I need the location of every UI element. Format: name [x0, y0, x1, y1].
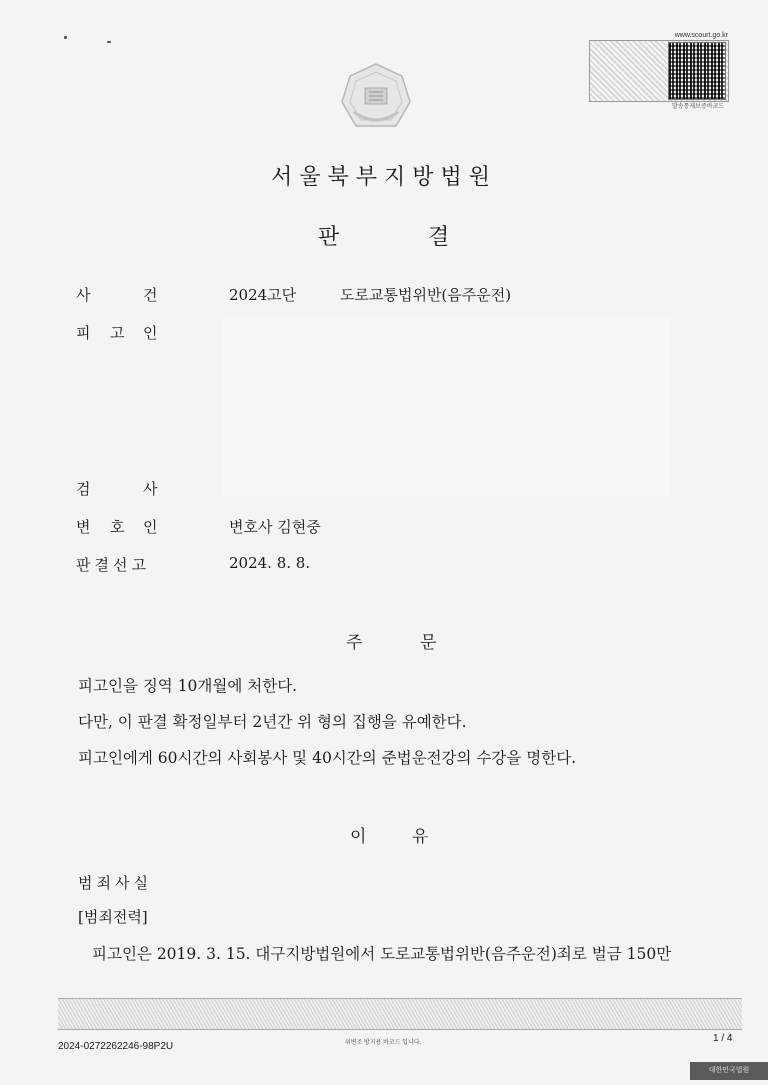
court-stamp: 대한민국법원 — [690, 1062, 768, 1080]
crime-facts-heading: 범죄사실 — [78, 874, 152, 892]
scan-speck — [64, 36, 67, 39]
prosecutor-label-1: 검 — [76, 480, 93, 498]
counsel-label-1: 변 — [76, 518, 93, 536]
prior-record-label: [범죄전력] — [78, 908, 148, 926]
court-name: 서울북부지방법원 — [270, 165, 498, 190]
barcode-caption: 위변조 방지용 바코드 입니다. — [345, 1040, 422, 1046]
doc-title-char-2: 결 — [428, 225, 450, 250]
qr-code-icon — [668, 42, 726, 100]
qr-caption: 발송통제보증바코드 — [672, 104, 725, 110]
reasons-heading-1: 이 — [350, 827, 367, 847]
counsel-label-3: 인 — [143, 518, 160, 536]
defendant-label-3: 인 — [143, 324, 160, 342]
prosecutor-label-2: 사 — [143, 480, 160, 498]
order-line-1: 피고인을 징역 10개월에 처한다. — [78, 677, 298, 695]
document-code: 2024-0272262246-98P2U — [58, 1041, 174, 1052]
scan-speck — [107, 41, 111, 43]
doc-title-char-1: 판 — [318, 225, 340, 250]
case-name: 도로교통법위반(음주운전) — [340, 286, 512, 304]
page-number: 1 / 4 — [713, 1033, 733, 1044]
sentence-date-value: 2024. 8. 8. — [229, 554, 311, 572]
anti-forgery-barcode — [58, 998, 742, 1030]
sentence-date-label: 판결선고 — [76, 556, 150, 574]
order-line-3: 피고인에게 60시간의 사회봉사 및 40시간의 준법운전강의 수강을 명한다. — [78, 749, 577, 767]
court-emblem-icon — [340, 62, 412, 134]
case-number: 2024고단 — [229, 286, 297, 304]
site-url: www.scourt.go.kr — [674, 32, 728, 39]
case-label-2: 건 — [143, 286, 160, 304]
order-line-2: 다만, 이 판결 확정일부터 2년간 위 형의 집행을 유예한다. — [78, 713, 467, 731]
defendant-label-1: 피 — [76, 324, 93, 342]
reasons-first-line: 피고인은 2019. 3. 15. 대구지방법원에서 도로교통법위반(음주운전)죄로 벌금 150만 — [92, 945, 672, 963]
reasons-heading-2: 유 — [412, 827, 429, 847]
order-heading-2: 문 — [420, 633, 437, 653]
counsel-value: 변호사 김현중 — [229, 518, 321, 536]
defendant-label-2: 고 — [110, 324, 127, 342]
case-label-1: 사 — [76, 286, 93, 304]
redacted-area — [222, 316, 670, 496]
order-heading-1: 주 — [346, 633, 363, 653]
counsel-label-2: 호 — [110, 518, 127, 536]
